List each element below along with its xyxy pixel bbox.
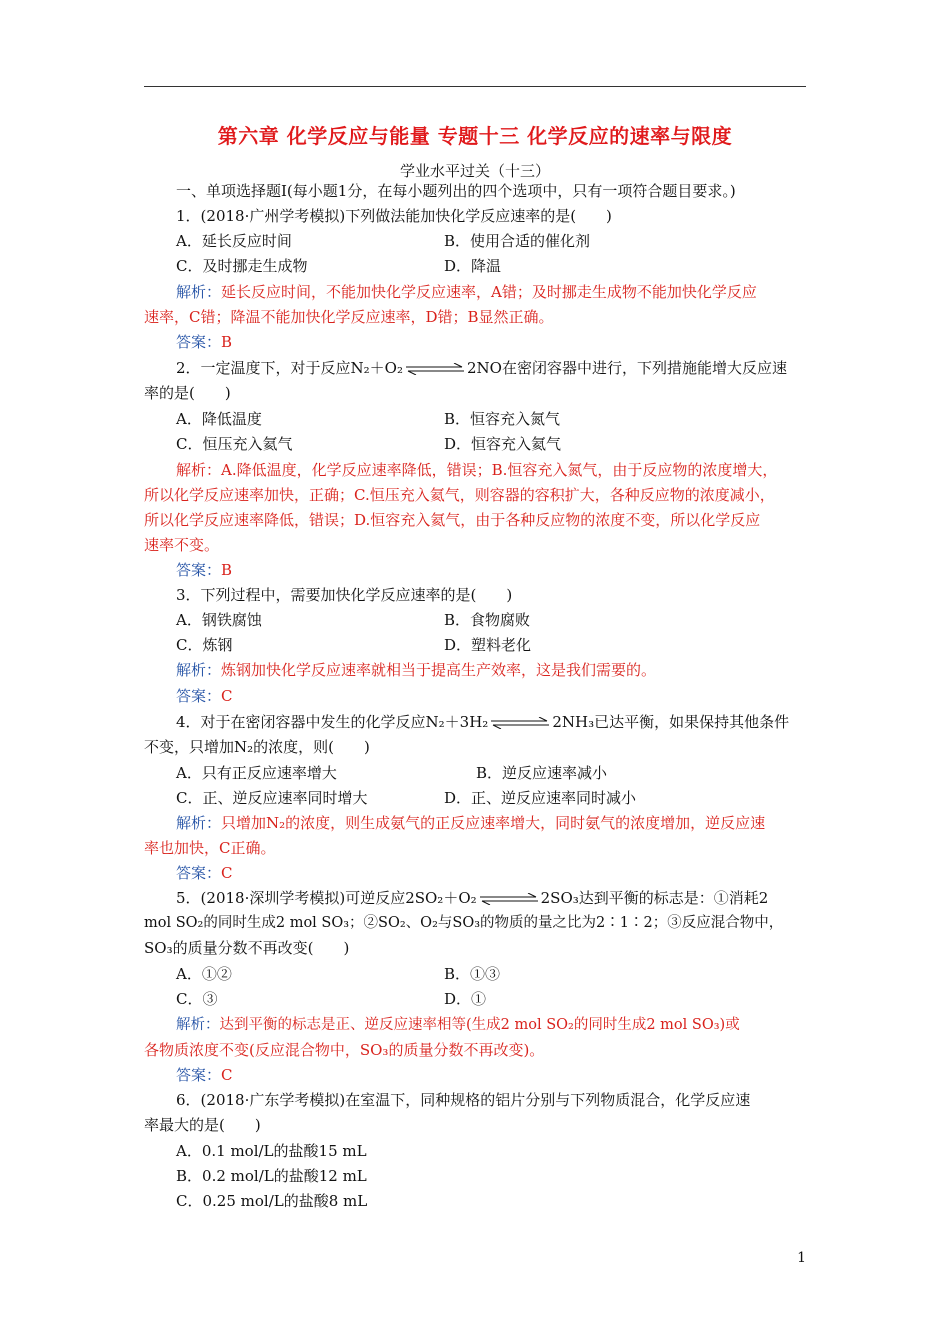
q4-option-d: D．正、逆反应速率同时减小	[444, 789, 637, 807]
answer-label: 答案：	[176, 687, 222, 705]
analysis-label: 解析：	[176, 814, 222, 832]
q4-analysis: 解析：只增加N₂的浓度，则生成氨气的正反应速率增大，同时氨气的浓度增加，逆反应速	[176, 814, 766, 832]
analysis-label: 解析：	[176, 461, 222, 479]
q3-option-c: C．炼钢	[176, 636, 233, 654]
q3-analysis: 解析：炼钢加快化学反应速率就相当于提高生产效率，这是我们需要的。	[176, 661, 657, 679]
header-rule	[144, 86, 806, 87]
q4-stem-cont: 不变，只增加N₂的浓度，则( )	[144, 738, 370, 756]
q2-analysis-cont-3: 速率不变。	[144, 536, 220, 554]
q1-option-c: C．及时挪走生成物	[176, 257, 308, 275]
analysis-label: 解析：	[176, 283, 222, 301]
answer-label: 答案：	[176, 333, 222, 351]
q5-stem-cont-2: SO₃的质量分数不再改变( )	[144, 939, 350, 957]
q6-option-a: A．0.1 mol/L的盐酸15 mL	[176, 1142, 367, 1160]
q5-option-b: B．①③	[444, 965, 501, 983]
q6-option-b: B．0.2 mol/L的盐酸12 mL	[176, 1167, 367, 1185]
q4-option-a: A．只有正反应速率增大	[176, 764, 337, 782]
q1-analysis: 解析：延长反应时间，不能加快化学反应速率，A错；及时挪走生成物不能加快化学反应	[176, 283, 757, 301]
q2-option-c: C．恒压充入氦气	[176, 435, 293, 453]
q4-option-b: B．逆反应速率减小	[476, 764, 608, 782]
reversible-arrow-icon	[404, 363, 466, 375]
q2-stem: 2．一定温度下，对于反应N₂＋O₂ 2NO在密闭容器中进行，下列措施能增大反应速	[176, 359, 787, 377]
q5-stem-cont-1: mol SO₂的同时生成2 mol SO₃；②SO₂、O₂与SO₃的物质的量之比为2∶1∶2；③反应混合物中，	[144, 915, 784, 931]
q5-option-a: A．①②	[176, 965, 232, 983]
q2-analysis-cont-1: 所以化学反应速率加快，正确；C.恒压充入氦气，则容器的容积扩大，各种反应物的浓度减小，	[144, 486, 775, 504]
q5-analysis-cont: 各物质浓度不变(反应混合物中，SO₃的质量分数不再改变)。	[144, 1041, 545, 1059]
q1-option-b: B．使用合适的催化剂	[444, 232, 591, 250]
q4-stem: 4．对于在密闭容器中发生的化学反应N₂＋3H₂ 2NH₃已达平衡，如果保持其他条件	[176, 713, 790, 731]
section-heading: 一、单项选择题Ⅰ(每小题1分，在每小题列出的四个选项中，只有一项符合题目要求。)	[176, 182, 736, 200]
q4-analysis-cont: 率也加快，C正确。	[144, 839, 276, 857]
q6-stem: 6．(2018·广东学考模拟)在室温下，同种规格的铝片分别与下列物质混合，化学反应速	[176, 1091, 751, 1109]
page-title: 第六章 化学反应与能量 专题十三 化学反应的速率与限度	[217, 124, 733, 148]
q2-stem-cont: 率的是( )	[144, 384, 231, 402]
q6-stem-cont: 率最大的是( )	[144, 1116, 261, 1134]
answer-label: 答案：	[176, 561, 222, 579]
analysis-label: 解析：	[176, 661, 222, 679]
q1-option-d: D．降温	[444, 257, 502, 275]
answer-label: 答案：	[176, 864, 222, 882]
page-number: 1	[797, 1250, 806, 1266]
q1-answer: 答案：B	[176, 333, 233, 351]
q5-stem: 5．(2018·深圳学考模拟)可逆反应2SO₂＋O₂ 2SO₃达到平衡的标志是：①消耗2	[176, 889, 769, 907]
q3-option-b: B．食物腐败	[444, 611, 531, 629]
q5-answer: 答案：C	[176, 1066, 233, 1084]
q5-option-d: D．①	[444, 990, 487, 1008]
q1-option-a: A．延长反应时间	[176, 232, 292, 250]
q2-option-b: B．恒容充入氮气	[444, 410, 561, 428]
q1-analysis-cont: 速率，C错；降温不能加快化学反应速率，D错；B显然正确。	[144, 308, 554, 326]
reversible-arrow-icon	[489, 717, 551, 729]
q5-option-c: C．③	[176, 990, 218, 1008]
page-subtitle: 学业水平过关（十三）	[399, 162, 550, 180]
q2-analysis: 解析：A.降低温度，化学反应速率降低，错误；B.恒容充入氮气，由于反应物的浓度增大，	[176, 461, 778, 479]
q3-stem: 3．下列过程中，需要加快化学反应速率的是( )	[176, 586, 513, 604]
q3-option-a: A．钢铁腐蚀	[176, 611, 262, 629]
q2-option-d: D．恒容充入氦气	[444, 435, 562, 453]
q3-answer: 答案：C	[176, 687, 233, 705]
q4-answer: 答案：C	[176, 864, 233, 882]
q5-analysis: 解析：达到平衡的标志是正、逆反应速率相等(生成2 mol SO₂的同时生成2 mol SO₃)或	[176, 1017, 740, 1033]
q1-stem: 1．(2018·广州学考模拟)下列做法能加快化学反应速率的是( )	[176, 207, 612, 225]
answer-label: 答案：	[176, 1066, 222, 1084]
q2-option-a: A．降低温度	[176, 410, 262, 428]
q4-option-c: C．正、逆反应速率同时增大	[176, 789, 368, 807]
q6-option-c: C．0.25 mol/L的盐酸8 mL	[176, 1192, 368, 1210]
q2-analysis-cont-2: 所以化学反应速率降低，错误；D.恒容充入氦气，由于各种反应物的浓度不变，所以化学反应	[144, 511, 761, 529]
reversible-arrow-icon	[478, 893, 540, 905]
analysis-label: 解析：	[176, 1017, 220, 1033]
q3-option-d: D．塑料老化	[444, 636, 532, 654]
q2-answer: 答案：B	[176, 561, 233, 579]
